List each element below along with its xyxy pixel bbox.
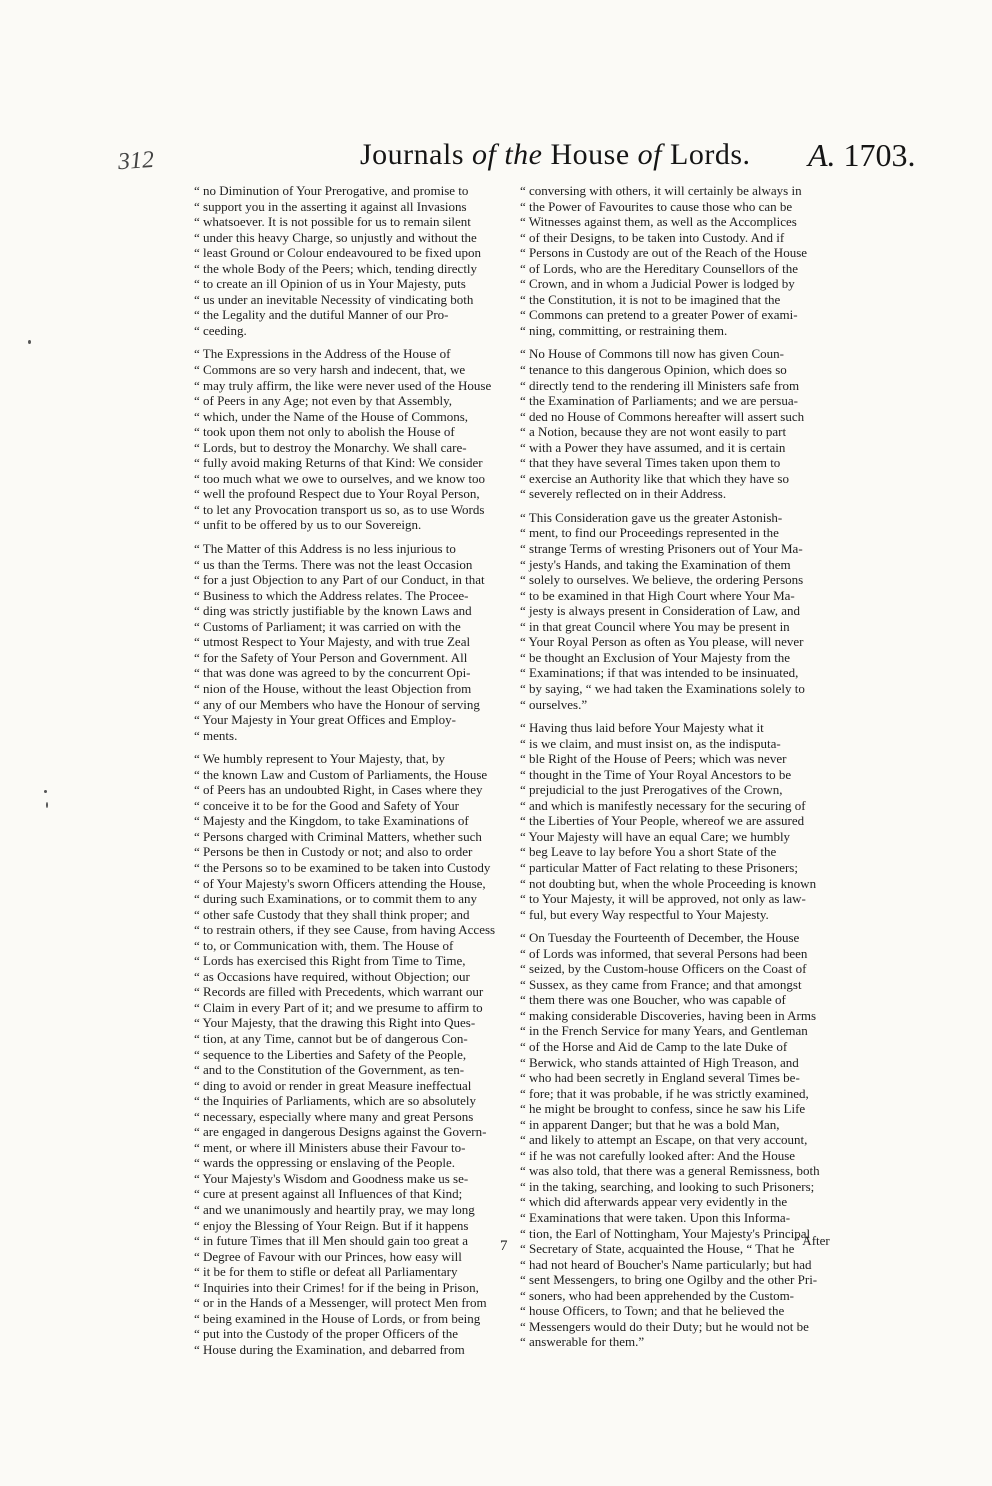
paragraph: “ We humbly represent to Your Majesty, that, by “ the known Law and Custom of Parliaments, the House “ of Peers has an undoubted Right, in Cases where they “ conceive it to be for the Good and Safety of Your “ Majesty and the Kingdom, to take Examinations of “ Persons charged with Criminal Matters, whether such “ Persons be then in Custody or not; and also to order “ the Persons so to be examined to be taken into Custody “ of Your Majesty's sworn Officers attending the House, “ during such Examinations, or to commit them to any “ other safe Custody that they shall think proper; and “ to restrain others, if they see Cause, from having Access “ to, or Communication with, them. The House of “ Lords has exercised this Right from Time to Time, “ as Occasions have required, without Objection; our “ Records are filled with Precedents, which warrant our “ Claim in every Part of it; and we presume to affirm to “ Your Majesty, that the drawing this Right into Ques- “ tion, at any Time, cannot but be of dangerous Con- “ sequence to the Liberties and Safety of the People, “ and to the Constitution of the Government, as ten- “ ding to avoid or render in great Measure ineffectual “ the Inquiries of Parliaments, which are so absolutely “ necessary, especially where many and great Persons “ are engaged in dangerous Designs against the Govern- “ ment, or where ill Ministers abuse their Favour to- “ wards the oppressing or enslaving of the People. “ Your Majesty's Wisdom and Goodness make us se- “ cure at present against all Influences of that Kind; “ and we unanimously and heartily pray, we may long “ enjoy the Blessing of Your Reign. But if it happens “ in future Times that ill Men should gain too great a “ Degree of Favour with our Princes, how easy will “ it be for them to stifle or defeat all Parliamentary “ Inquiries into their Crimes! for if the being in Prison, “ or in the Hands of a Messenger, will protect Men from “ being examined in the House of Lords, or from being “ put into the Custody of the proper Officers of the “ House during the Examination, and debarred from <box>194 751 496 1357</box>
margin-page-note: 312 <box>117 146 155 176</box>
right-column <box>520 183 837 1350</box>
ink-speck <box>28 340 31 344</box>
paragraph: “ No House of Commons till now has given Coun- “ tenance to this dangerous Opinion, which does so “ directly tend to the rendering ill Ministers safe from “ the Examination of Parliaments; and we are persua- “ ded no House of Commons hereafter will assert such “ a Notion, because they are not wont easily to part “ with a Power they have assumed, and it is certain “ that they have several Times taken upon them to “ exercise an Authority like that which they have so “ severely reflected on in their Address. <box>520 346 805 502</box>
ink-speck <box>46 802 48 808</box>
left-column <box>194 183 511 1357</box>
margin-specks <box>20 330 60 850</box>
ink-speck <box>44 790 47 793</box>
year-prefix: A. <box>808 137 836 173</box>
title-word-journals: Journals <box>360 138 464 171</box>
paragraph: “ The Expressions in the Address of the House of “ Commons are so very harsh and indecent, that, we “ may truly affirm, the like were never used of the House “ of Peers in any Age; not even by that Assembly, “ which, under the Name of the House of Commons, “ took upon them not only to abolish the House of “ Lords, but to destroy the Monarchy. We shall care- “ fully avoid making Returns of that Kind: We consider “ too much what we owe to ourselves, and we know too “ well the profound Respect due to Your Royal Person, “ to let any Provocation transport us so, as to use Words “ unfit to be offered by us to our Sovereign. <box>194 346 492 533</box>
year-value: 1703. <box>843 137 916 173</box>
running-title <box>360 138 751 172</box>
paragraph: “ On Tuesday the Fourteenth of December, the House “ of Lords was informed, that several Persons had been “ seized, by the Custom-house Officers on the Coast of “ Sussex, as they came from France; and that amongst “ them there was one Boucher, who was capable of “ making considerable Discoveries, having been in Arms “ in the French Service for many Years, and Gentleman “ of the Horse and Aid de Camp to the late Duke of “ Berwick, who stands attainted of High Treason, and “ who had been secretly in England several Times be- “ fore; that it was probable, if he was strictly examined, “ he might be brought to confess, since he saw his Life “ in apparent Danger; but that he was a bold Man, “ and likely to attempt an Escape, on that very account, “ if he was not carefully looked after: And the House “ was also told, that there was a general Remissness, both “ in the taking, searching, and looking to such Prisoners; “ which did afterwards appear very evidently in the “ Examinations that were taken. Upon this Informa- “ tion, the Earl of Nottingham, Your Majesty's Principal “ Secretary of State, acquainted the House, “ That he “ had not heard of Boucher's Name particularly; but had “ sent Messengers, to bring one Ogilby and the other Pri- “ soners, who had been apprehended by the Custom- “ house Officers, to Town; and that he believed the “ Messengers would do their Duty; but he would not be “ answerable for them.” <box>520 930 820 1350</box>
title-word-of: of <box>472 138 497 171</box>
catchword: “ After <box>794 1233 830 1248</box>
folio-number: 7 <box>500 1238 508 1254</box>
title-word-of-2: of <box>637 138 662 171</box>
year-heading <box>808 137 916 174</box>
paragraph: “ The Matter of this Address is no less injurious to “ us than the Terms. There was not the least Occasion “ for a just Objection to any Part of our Conduct, in that “ Business to which the Address relates. The Procee- “ ding was strictly justifiable by the known Laws and “ Customs of Parliament; it was carried on with the “ utmost Respect to Your Majesty, and with true Zeal “ for the Safety of Your Person and Government. All “ that was done was agreed to by the concurrent Opi- “ nion of the House, without the least Objection from “ any of our Members who have the Honour of serving “ Your Majesty in Your great Offices and Employ- “ ments. <box>194 541 485 743</box>
paragraph: “ conversing with others, it will certainly be always in “ the Power of Favourites to cause those who can be “ Witnesses against them, as well as the Accomplices “ of their Designs, to be taken into Custody. And if “ Persons in Custody are out of the Reach of the House “ of Lords, who are the Hereditary Counsellors of the “ Crown, and in whom a Judicial Power is lodged by “ the Constitution, it is not to be imagined that the “ Commons can pretend to a greater Power of exami- “ ning, committing, or restraining them. <box>520 183 808 338</box>
paragraph: “ Having thus laid before Your Majesty what it “ is we claim, and must insist on, as the indisputa- “ ble Right of the House of Peers; which was never “ thought in the Time of Your Royal Ancestors to be “ prejudicial to the just Prerogatives of the Crown, “ and which is manifestly necessary for the securing of “ the Liberties of Your People, whereof we are assured “ Your Majesty will have an equal Care; we humbly “ beg Leave to lay before You a short State of the “ particular Matter of Fact relating to these Prisoners; “ not doubting but, when the whole Proceeding is known “ to Your Majesty, it will be approved, not only as law- “ ful, but every Way respectful to Your Majesty. <box>520 720 817 922</box>
title-word-the: the <box>504 138 543 171</box>
paragraph: “ This Consideration gave us the greater Astonish- “ ment, to find our Proceedings represented in the “ strange Terms of wresting Prisoners out of Your Ma- “ jesty's Hands, and taking the Examination of them “ solely to ourselves. We believe, the ordering Persons “ to be examined in that High Court where Your Ma- “ jesty is always present in Consideration of Law, and “ in that great Council where You may be present in “ Your Royal Person as often as You please, will never “ be thought an Exclusion of Your Majesty from the “ Examinations; if that was intended to be insinuated, “ by saying, “ we had taken the Examinations solely to “ ourselves.” <box>520 509 805 712</box>
title-word-house: House <box>550 138 630 171</box>
paragraph: “ no Diminution of Your Prerogative, and promise to “ support you in the asserting it against all Invasions “ whatsoever. It is not possible for us to remain silent “ under this heavy Charge, so unjustly and without the “ least Ground or Colour endeavoured to be fixed upon “ the whole Body of the Peers; which, tending directly “ to create an ill Opinion of us in Your Majesty, puts “ us under an inevitable Necessity of vindicating both “ the Legality and the dutiful Manner of our Pro- “ ceeding. <box>194 183 482 338</box>
title-word-lords: Lords. <box>670 138 751 171</box>
